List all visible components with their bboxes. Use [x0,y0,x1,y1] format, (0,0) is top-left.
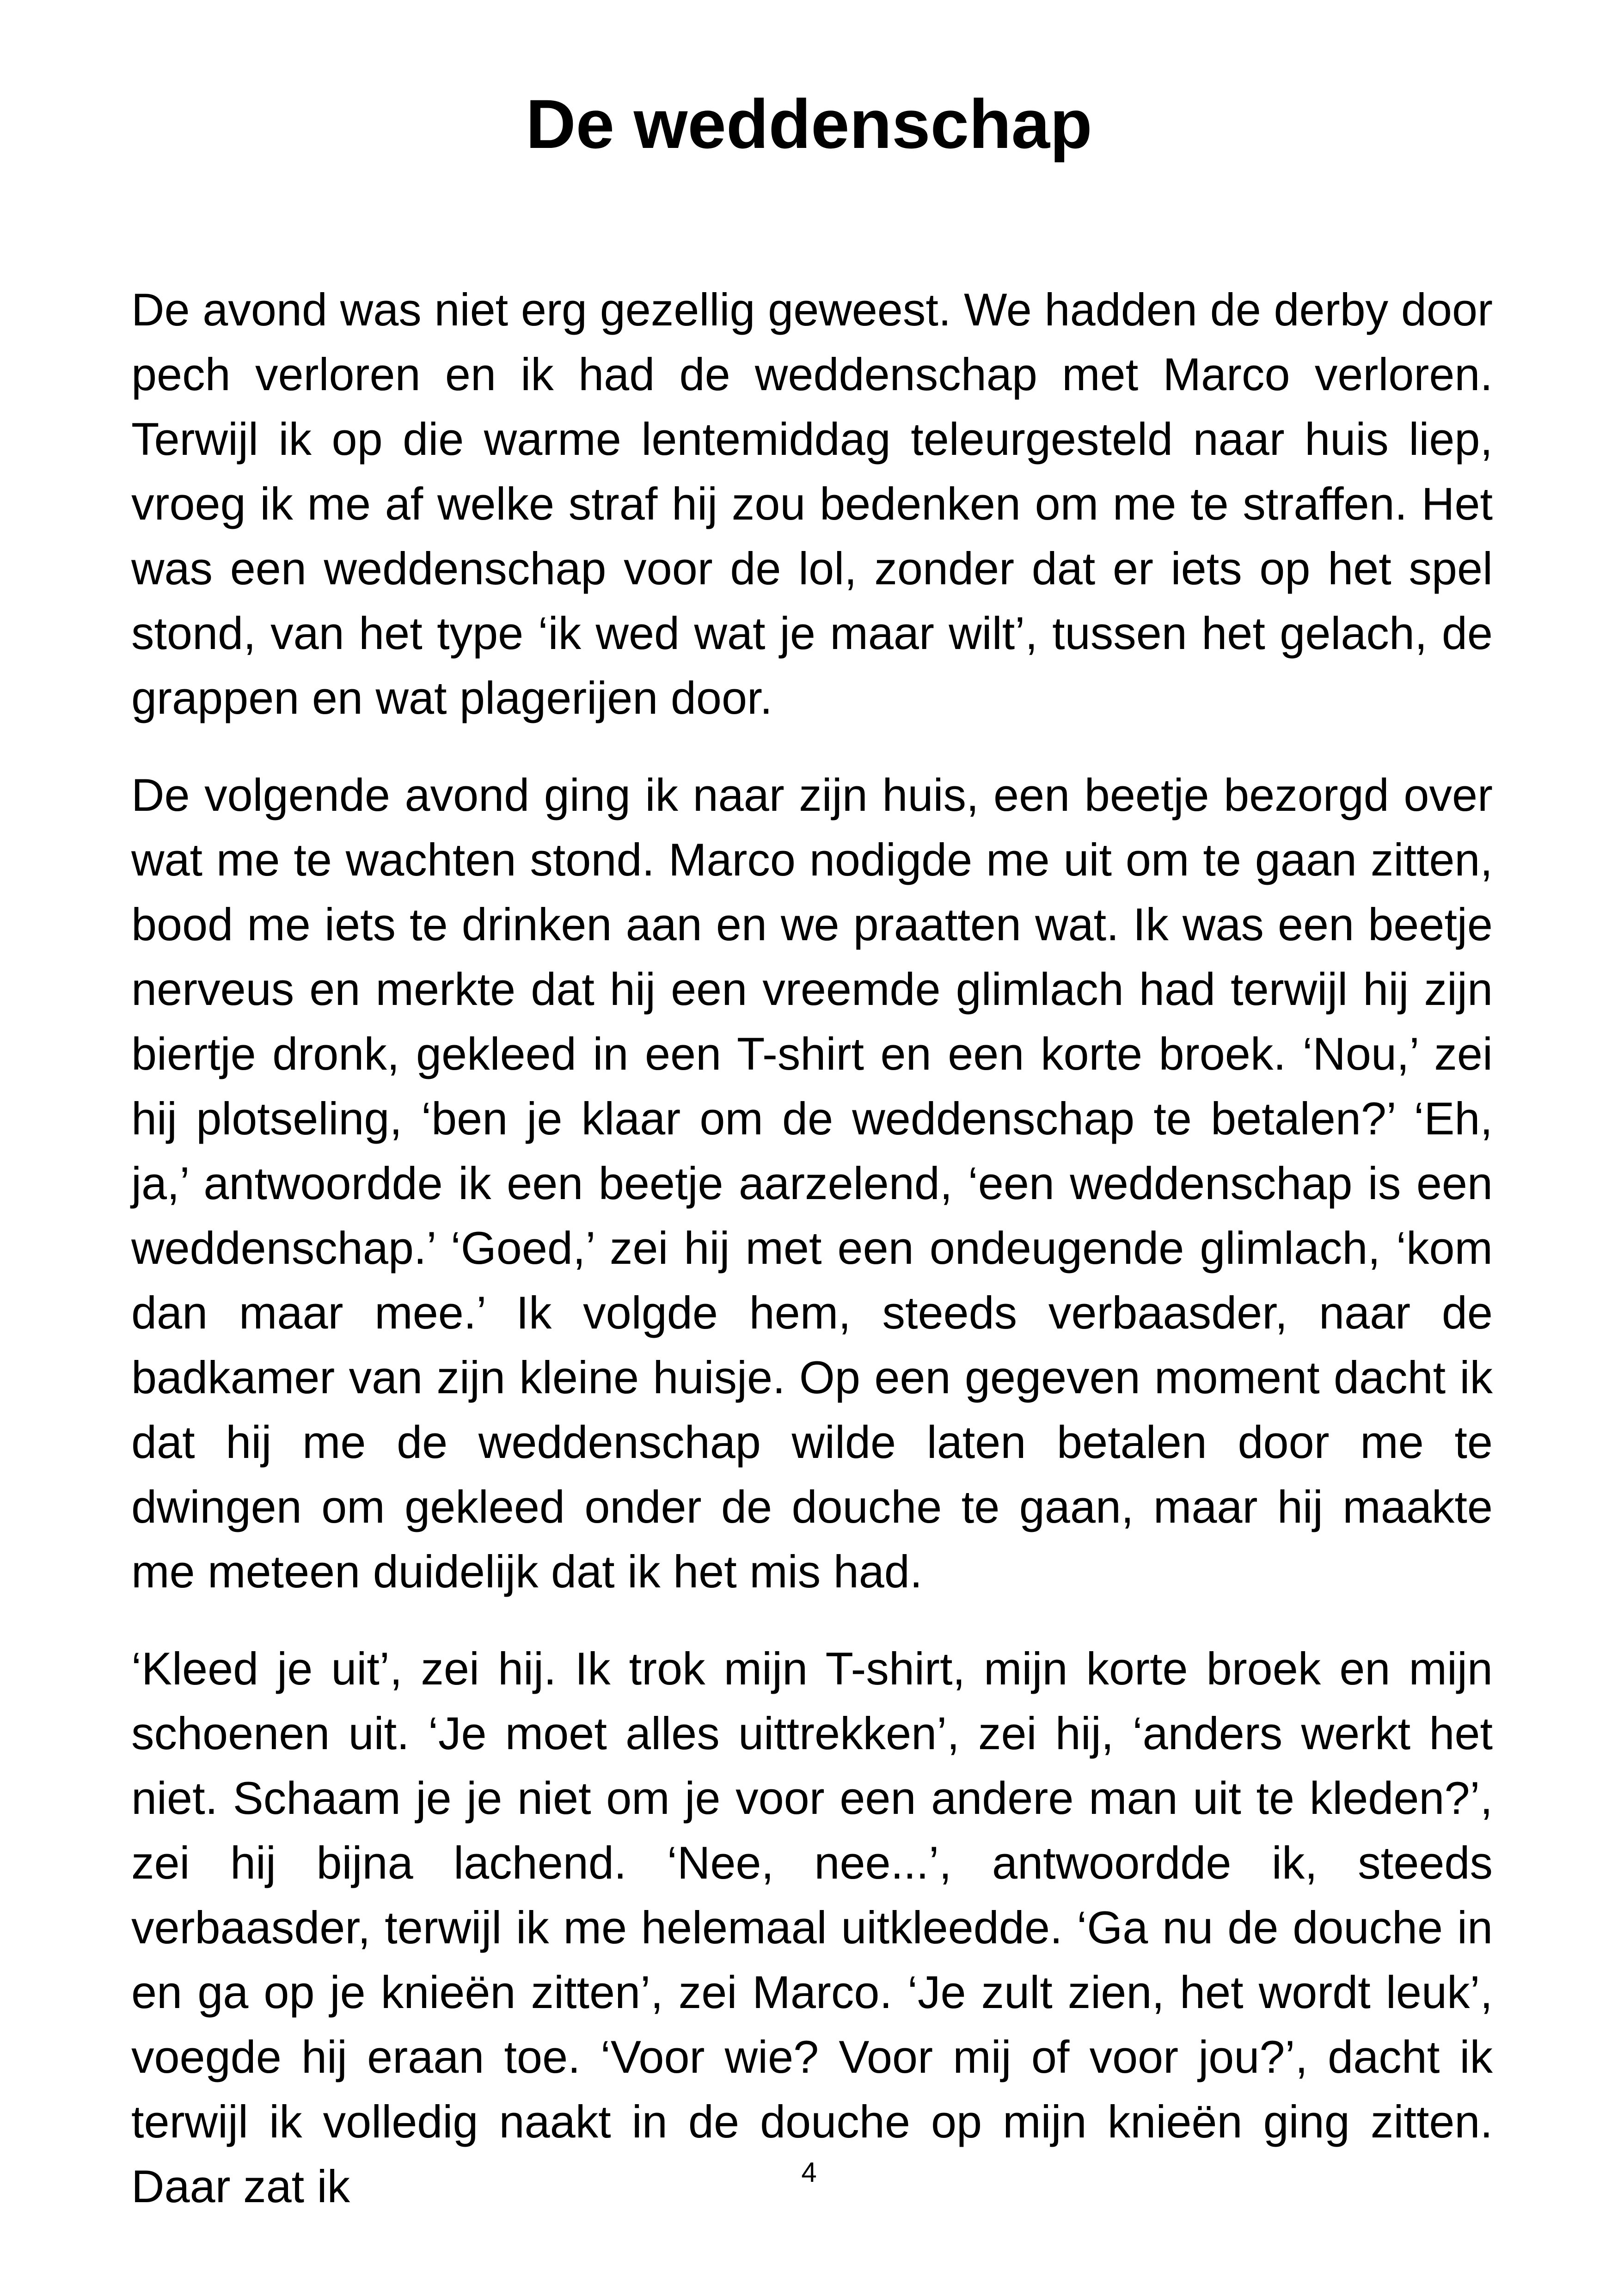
body-text [131,277,1493,2251]
paragraph-2: De volgende avond ging ik naar zijn huis, een beetje bezorgd over wat me te wachten stond. Marco nodigde me uit om te gaan zitten, bood me iets te drinken aan en we praatten wat. Ik was een beetje nerveus en merkte dat hij een vreemde glimlach had terwijl hij zijn biertje dronk, gekleed in een T-shirt en een korte broek. ‘Nou,’ zei hij plotseling, ‘ben je klaar om de weddenschap te betalen?’ ‘Eh, ja,’ antwoordde ik een beetje aarzelend, ‘een weddenschap is een weddenschap.’ ‘Goed,’ zei hij met een ondeugende glimlach, ‘kom dan maar mee.’ Ik volgde hem, steeds verbaasder, naar de badkamer van zijn kleine huisje. Op een gegeven moment dacht ik dat hij me de weddenschap wilde laten betalen door me te dwingen om gekleed onder de douche te gaan, maar hij maakte me meteen duidelijk dat ik het mis had. [131,769,1493,1597]
page-number: 4 [801,2157,817,2188]
paragraph-1: De avond was niet erg gezellig geweest. We hadden de derby door pech verloren en ik had de weddenschap met Marco verloren. Terwijl ik op die warme lentemiddag teleurgesteld naar huis liep, vroeg ik me af welke straf hij zou bedenken om me te straffen. Het was een weddenschap voor de lol, zonder dat er iets op het spel stond, van het type ‘ik wed wat je maar wilt’, tussen het gelach, de grappen en wat plagerijen door. [131,284,1493,723]
page-title: De weddenschap [526,85,1092,163]
paragraph-3: ‘Kleed je uit’, zei hij. Ik trok mijn T-shirt, mijn korte broek en mijn schoenen uit. ‘Je moet alles uittrekken’, zei hij, ‘anders werkt het niet. Schaam je je niet om je voor een andere man uit te kleden?’, zei hij bijna lachend. ‘Nee, nee...’, antwoordde ik, steeds verbaasder, terwijl ik me helemaal uitkleedde. ‘Ga nu de douche in en ga op je knieën zitten’, zei Marco. ‘Je zult zien, het wordt leuk’, voegde hij eraan toe. ‘Voor wie? Voor mij of voor jou?’, dacht ik terwijl ik volledig naakt in de douche op mijn knieën ging zitten. Daar zat ik [131,1643,1493,2212]
